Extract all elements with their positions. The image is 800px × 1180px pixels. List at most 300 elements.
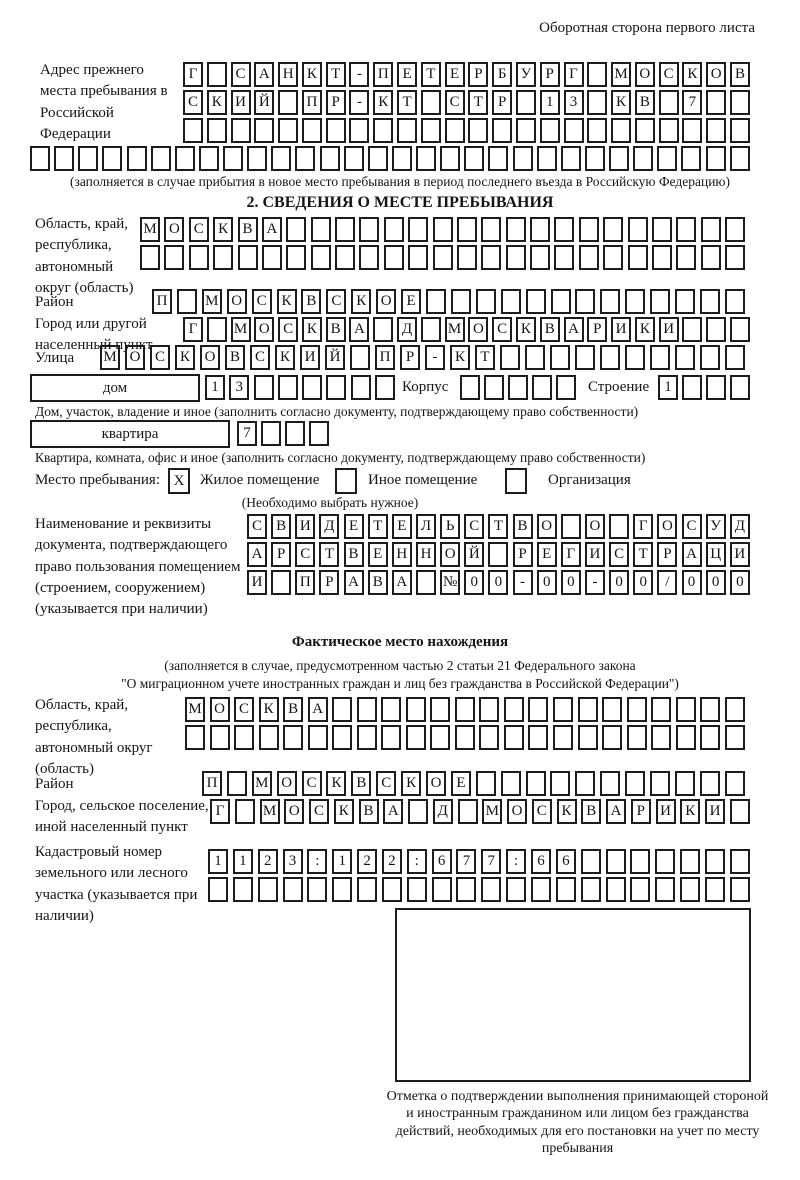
- char-cell: 3: [229, 375, 249, 400]
- char-cell: 1: [540, 90, 560, 115]
- char-cell: К: [373, 90, 393, 115]
- char-cell: [460, 375, 480, 400]
- char-cell: [238, 245, 258, 270]
- char-cell: Т: [468, 90, 488, 115]
- char-cell: Е: [451, 771, 471, 796]
- char-cell: [254, 375, 274, 400]
- char-cell: 3: [564, 90, 584, 115]
- char-cell: [504, 697, 524, 722]
- char-cell: [730, 118, 750, 143]
- prev-address-row-4: [30, 146, 750, 171]
- char-cell: В: [326, 317, 346, 342]
- char-cell: [700, 697, 720, 722]
- char-cell: №: [440, 570, 460, 595]
- char-cell: [373, 317, 393, 342]
- char-cell: [177, 289, 197, 314]
- char-cell: [164, 245, 184, 270]
- char-cell: [283, 877, 303, 902]
- char-cell: [332, 877, 352, 902]
- char-cell: А: [564, 317, 584, 342]
- char-cell: [455, 725, 475, 750]
- char-cell: [680, 849, 700, 874]
- char-cell: П: [373, 62, 393, 87]
- char-cell: [528, 697, 548, 722]
- char-cell: [730, 849, 750, 874]
- char-cell: С: [309, 799, 329, 824]
- char-cell: 1: [208, 849, 228, 874]
- char-cell: [492, 118, 512, 143]
- char-cell: [357, 877, 377, 902]
- actual-region-label: Область, край, республика, автономный округ (область): [35, 697, 153, 777]
- region-row-1: [140, 217, 745, 242]
- char-cell: [506, 217, 526, 242]
- char-cell: [271, 146, 291, 171]
- char-cell: К: [334, 799, 354, 824]
- char-cell: К: [277, 289, 297, 314]
- house-field-box: дом: [30, 374, 200, 402]
- char-cell: Р: [587, 317, 607, 342]
- char-cell: [351, 375, 371, 400]
- char-cell: Д: [730, 514, 750, 539]
- district-row: [152, 289, 745, 314]
- char-cell: [302, 118, 322, 143]
- char-cell: [579, 245, 599, 270]
- char-cell: К: [326, 771, 346, 796]
- char-cell: В: [581, 799, 601, 824]
- char-cell: С: [234, 697, 254, 722]
- char-cell: [231, 118, 251, 143]
- char-cell: [676, 697, 696, 722]
- char-cell: [651, 697, 671, 722]
- apartment-cells: [237, 421, 329, 446]
- char-cell: [650, 771, 670, 796]
- char-cell: [603, 217, 623, 242]
- char-cell: [207, 62, 227, 87]
- char-cell: [554, 217, 574, 242]
- char-cell: [600, 289, 620, 314]
- residential-checkbox: X: [168, 468, 190, 494]
- char-cell: [335, 217, 355, 242]
- char-cell: [207, 118, 227, 143]
- char-cell: Р: [513, 542, 533, 567]
- corner-note: Оборотная сторона первого листа: [539, 20, 755, 36]
- char-cell: О: [468, 317, 488, 342]
- char-cell: [655, 877, 675, 902]
- region-label: Область, край, республика, автономный округ (область): [35, 216, 134, 296]
- char-cell: [575, 771, 595, 796]
- char-cell: А: [606, 799, 626, 824]
- char-cell: 2: [357, 849, 377, 874]
- organization-label: Организация: [548, 472, 631, 488]
- char-cell: О: [210, 697, 230, 722]
- apartment-field-box: квартира: [30, 420, 230, 448]
- char-cell: К: [401, 771, 421, 796]
- char-cell: [468, 118, 488, 143]
- char-cell: [213, 245, 233, 270]
- char-cell: [373, 118, 393, 143]
- char-cell: О: [635, 62, 655, 87]
- char-cell: [382, 877, 402, 902]
- char-cell: [556, 877, 576, 902]
- char-cell: С: [532, 799, 552, 824]
- char-cell: [445, 118, 465, 143]
- char-cell: -: [513, 570, 533, 595]
- char-cell: [705, 849, 725, 874]
- char-cell: [526, 771, 546, 796]
- char-cell: [553, 697, 573, 722]
- other-premises-label: Иное помещение: [368, 472, 478, 488]
- char-cell: [725, 217, 745, 242]
- char-cell: [285, 421, 305, 446]
- actual-region-row-1: [185, 697, 745, 722]
- char-cell: У: [516, 62, 536, 87]
- char-cell: [488, 146, 508, 171]
- char-cell: [261, 421, 281, 446]
- street-row: [100, 345, 745, 370]
- char-cell: С: [247, 514, 267, 539]
- char-cell: И: [656, 799, 676, 824]
- char-cell: Й: [325, 345, 345, 370]
- char-cell: [602, 697, 622, 722]
- char-cell: [650, 345, 670, 370]
- char-cell: [432, 877, 452, 902]
- char-cell: [725, 725, 745, 750]
- char-cell: [271, 570, 291, 595]
- char-cell: [506, 877, 526, 902]
- char-cell: 1: [205, 375, 225, 400]
- char-cell: [457, 245, 477, 270]
- char-cell: Е: [368, 542, 388, 567]
- char-cell: [408, 799, 428, 824]
- char-cell: [550, 771, 570, 796]
- char-cell: А: [682, 542, 702, 567]
- char-cell: [307, 877, 327, 902]
- char-cell: Й: [254, 90, 274, 115]
- char-cell: Т: [368, 514, 388, 539]
- char-cell: И: [231, 90, 251, 115]
- char-cell: В: [301, 289, 321, 314]
- korpus-cells: [460, 375, 576, 400]
- char-cell: [625, 771, 645, 796]
- char-cell: 2: [382, 849, 402, 874]
- char-cell: О: [537, 514, 557, 539]
- apartment-note: Квартира, комната, офис и иное (заполнить согласно документу, подтверждающему право собственности): [35, 450, 646, 465]
- char-cell: [140, 245, 160, 270]
- char-cell: К: [611, 90, 631, 115]
- house-cells: [205, 375, 395, 400]
- char-cell: [730, 317, 750, 342]
- char-cell: О: [507, 799, 527, 824]
- char-cell: [659, 118, 679, 143]
- char-cell: Г: [561, 542, 581, 567]
- char-cell: [554, 245, 574, 270]
- char-cell: С: [445, 90, 465, 115]
- char-cell: Т: [633, 542, 653, 567]
- char-cell: Г: [183, 317, 203, 342]
- char-cell: [633, 146, 653, 171]
- char-cell: [175, 146, 195, 171]
- char-cell: 6: [432, 849, 452, 874]
- char-cell: [531, 877, 551, 902]
- char-cell: Р: [492, 90, 512, 115]
- char-cell: Р: [631, 799, 651, 824]
- char-cell: Е: [397, 62, 417, 87]
- char-cell: С: [278, 317, 298, 342]
- char-cell: /: [657, 570, 677, 595]
- char-cell: [278, 90, 298, 115]
- char-cell: [349, 118, 369, 143]
- char-cell: Е: [344, 514, 364, 539]
- char-cell: [426, 289, 446, 314]
- char-cell: [30, 146, 50, 171]
- char-cell: 1: [332, 849, 352, 874]
- char-cell: [578, 697, 598, 722]
- char-cell: [384, 217, 404, 242]
- char-cell: [375, 375, 395, 400]
- char-cell: [575, 345, 595, 370]
- stroenie-cells: [658, 375, 750, 400]
- char-cell: И: [295, 514, 315, 539]
- district-label: Район: [35, 294, 74, 310]
- char-cell: [675, 289, 695, 314]
- char-cell: К: [175, 345, 195, 370]
- char-cell: [430, 697, 450, 722]
- actual-city-row: [210, 799, 750, 824]
- char-cell: [286, 217, 306, 242]
- char-cell: :: [506, 849, 526, 874]
- char-cell: [479, 725, 499, 750]
- char-cell: [609, 514, 629, 539]
- char-cell: :: [407, 849, 427, 874]
- char-cell: 0: [730, 570, 750, 595]
- char-cell: [676, 725, 696, 750]
- char-cell: [630, 877, 650, 902]
- char-cell: С: [183, 90, 203, 115]
- char-cell: [456, 877, 476, 902]
- char-cell: [525, 345, 545, 370]
- char-cell: К: [516, 317, 536, 342]
- char-cell: 7: [682, 90, 702, 115]
- char-cell: [581, 849, 601, 874]
- char-cell: [208, 877, 228, 902]
- char-cell: [433, 217, 453, 242]
- char-cell: О: [706, 62, 726, 87]
- cadastre-row-2: [208, 877, 750, 902]
- char-cell: Д: [433, 799, 453, 824]
- char-cell: Й: [464, 542, 484, 567]
- char-cell: [357, 725, 377, 750]
- char-cell: :: [307, 849, 327, 874]
- char-cell: [481, 217, 501, 242]
- char-cell: [481, 877, 501, 902]
- char-cell: [501, 771, 521, 796]
- char-cell: И: [300, 345, 320, 370]
- char-cell: С: [295, 542, 315, 567]
- char-cell: [247, 146, 267, 171]
- char-cell: Р: [319, 570, 339, 595]
- actual-district-label: Район: [35, 776, 74, 792]
- char-cell: [479, 697, 499, 722]
- char-cell: С: [682, 514, 702, 539]
- char-cell: [700, 345, 720, 370]
- char-cell: 7: [456, 849, 476, 874]
- char-cell: [283, 725, 303, 750]
- char-cell: [725, 245, 745, 270]
- char-cell: Т: [397, 90, 417, 115]
- char-cell: [587, 62, 607, 87]
- actual-location-note-1: (заполняется в случае, предусмотренном частью 2 статьи 21 Федерального закона: [164, 658, 636, 673]
- char-cell: [676, 245, 696, 270]
- char-cell: [127, 146, 147, 171]
- char-cell: М: [252, 771, 272, 796]
- char-cell: О: [164, 217, 184, 242]
- char-cell: [657, 146, 677, 171]
- char-cell: -: [585, 570, 605, 595]
- char-cell: [183, 118, 203, 143]
- char-cell: [700, 771, 720, 796]
- char-cell: В: [368, 570, 388, 595]
- char-cell: А: [344, 570, 364, 595]
- char-cell: [530, 217, 550, 242]
- char-cell: О: [657, 514, 677, 539]
- char-cell: Т: [421, 62, 441, 87]
- char-cell: Д: [319, 514, 339, 539]
- char-cell: Г: [183, 62, 203, 87]
- char-cell: В: [283, 697, 303, 722]
- char-cell: [286, 245, 306, 270]
- char-cell: Ь: [440, 514, 460, 539]
- char-cell: [701, 217, 721, 242]
- other-premises-checkbox: [335, 468, 357, 494]
- char-cell: Т: [326, 62, 346, 87]
- char-cell: [725, 697, 745, 722]
- char-cell: [54, 146, 74, 171]
- char-cell: К: [557, 799, 577, 824]
- char-cell: Е: [537, 542, 557, 567]
- char-cell: [528, 725, 548, 750]
- char-cell: [481, 245, 501, 270]
- char-cell: [578, 725, 598, 750]
- char-cell: [464, 146, 484, 171]
- char-cell: [730, 799, 750, 824]
- char-cell: [652, 245, 672, 270]
- char-cell: [440, 146, 460, 171]
- char-cell: С: [150, 345, 170, 370]
- char-cell: С: [376, 771, 396, 796]
- document-label: Наименование и реквизиты документа, подтверждающего право пользования помещением (строением, сооружением) (указывается при наличии): [35, 516, 241, 618]
- char-cell: Н: [416, 542, 436, 567]
- char-cell: И: [585, 542, 605, 567]
- char-cell: [421, 90, 441, 115]
- char-cell: 3: [283, 849, 303, 874]
- char-cell: [513, 146, 533, 171]
- char-cell: М: [260, 799, 280, 824]
- char-cell: У: [706, 514, 726, 539]
- char-cell: [457, 217, 477, 242]
- char-cell: [680, 877, 700, 902]
- actual-district-row: [202, 771, 745, 796]
- char-cell: [189, 245, 209, 270]
- char-cell: О: [585, 514, 605, 539]
- city-row: [183, 317, 750, 342]
- char-cell: Р: [326, 90, 346, 115]
- char-cell: Р: [657, 542, 677, 567]
- char-cell: [581, 877, 601, 902]
- char-cell: [602, 725, 622, 750]
- char-cell: 0: [682, 570, 702, 595]
- char-cell: [700, 725, 720, 750]
- actual-region-row-2: [185, 725, 745, 750]
- char-cell: В: [344, 542, 364, 567]
- char-cell: [681, 146, 701, 171]
- char-cell: [484, 375, 504, 400]
- char-cell: [359, 245, 379, 270]
- char-cell: 0: [537, 570, 557, 595]
- char-cell: С: [302, 771, 322, 796]
- char-cell: В: [238, 217, 258, 242]
- char-cell: [516, 118, 536, 143]
- char-cell: [458, 799, 478, 824]
- char-cell: [368, 146, 388, 171]
- char-cell: А: [349, 317, 369, 342]
- char-cell: В: [271, 514, 291, 539]
- char-cell: [451, 289, 471, 314]
- char-cell: И: [611, 317, 631, 342]
- char-cell: [254, 118, 274, 143]
- stroenie-label: Строение: [588, 379, 650, 395]
- char-cell: Н: [392, 542, 412, 567]
- char-cell: [210, 725, 230, 750]
- char-cell: С: [189, 217, 209, 242]
- char-cell: [706, 146, 726, 171]
- char-cell: 0: [561, 570, 581, 595]
- char-cell: [344, 146, 364, 171]
- prev-address-label: Адрес прежнего места пребывания в Российской Федерации: [40, 62, 168, 142]
- confirmation-stamp-caption: Отметка о подтверждении выполнения принимающей стороной и иностранным гражданином или лицом без гражданства действий, необходимых для его постановки на учет по месту пребывания: [386, 1089, 769, 1157]
- char-cell: К: [635, 317, 655, 342]
- char-cell: В: [540, 317, 560, 342]
- char-cell: [151, 146, 171, 171]
- char-cell: [561, 514, 581, 539]
- char-cell: О: [440, 542, 460, 567]
- char-cell: К: [275, 345, 295, 370]
- char-cell: [675, 771, 695, 796]
- char-cell: [682, 118, 702, 143]
- char-cell: [359, 217, 379, 242]
- char-cell: И: [730, 542, 750, 567]
- char-cell: [628, 245, 648, 270]
- char-cell: [561, 146, 581, 171]
- char-cell: [600, 771, 620, 796]
- char-cell: [600, 345, 620, 370]
- char-cell: Ц: [706, 542, 726, 567]
- char-cell: [659, 90, 679, 115]
- section2-title: 2. СВЕДЕНИЯ О МЕСТЕ ПРЕБЫВАНИЯ: [246, 194, 554, 211]
- char-cell: [381, 725, 401, 750]
- char-cell: К: [450, 345, 470, 370]
- char-cell: Г: [210, 799, 230, 824]
- char-cell: Е: [445, 62, 465, 87]
- char-cell: [311, 245, 331, 270]
- char-cell: [705, 877, 725, 902]
- char-cell: [500, 345, 520, 370]
- char-cell: [332, 697, 352, 722]
- char-cell: [506, 245, 526, 270]
- char-cell: [258, 877, 278, 902]
- char-cell: [725, 289, 745, 314]
- street-label: Улица: [35, 350, 75, 366]
- char-cell: К: [302, 62, 322, 87]
